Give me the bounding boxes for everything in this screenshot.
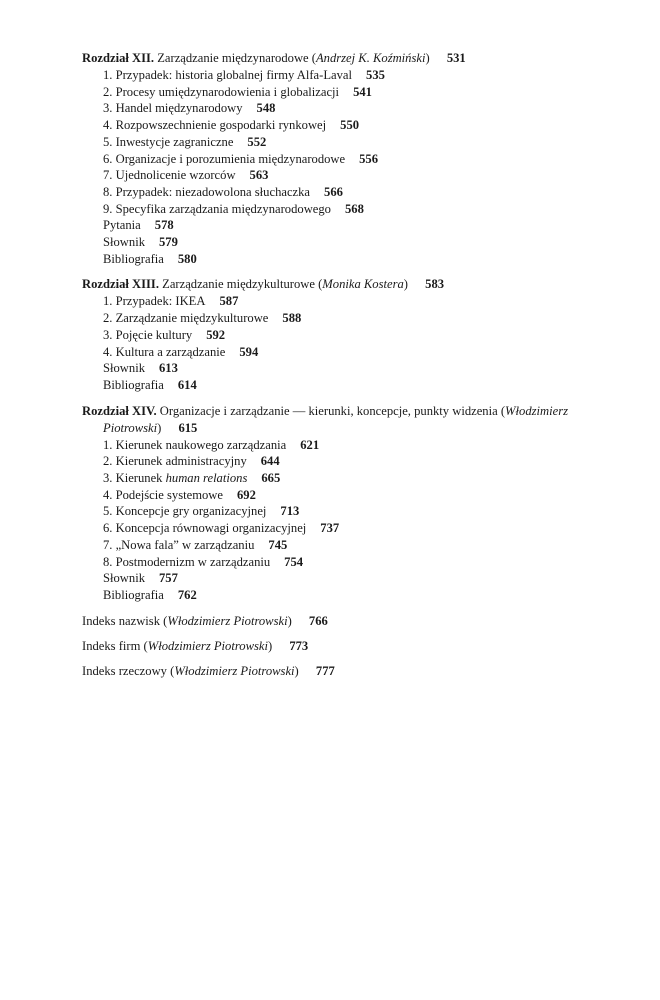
toc-entry [103, 201, 622, 218]
entry-page: 550 [340, 118, 360, 133]
chapter-title: Zarządzanie międzykulturowe [162, 277, 315, 292]
entry-page: 762 [177, 587, 197, 602]
entry-page: 594 [239, 344, 259, 359]
toc-entry [103, 184, 622, 201]
chapter-label: Rozdział XII. [82, 51, 155, 65]
entry-page: 621 [300, 437, 320, 452]
index-page: 773 [289, 638, 309, 653]
entry-page: 713 [280, 504, 300, 519]
entry-text: 4. Rozpowszechnienie gospodarki rynkowej [103, 118, 327, 133]
entry-page: 566 [324, 184, 343, 199]
entry-text: 3. Pojęcie kultury [103, 327, 193, 342]
toc-entry [103, 310, 622, 327]
entry-text: Bibliografia [103, 377, 164, 392]
index-page: 766 [308, 613, 328, 628]
toc-entry [103, 487, 622, 504]
entry-text: Bibliografia [103, 251, 164, 266]
chapter-heading-continued: Piotrowski) 615 [103, 420, 198, 435]
chapter-xii [82, 50, 622, 267]
chapter-heading: Rozdział XIII. Zarządzanie międzykulturowe (Monika Kostera) 583 [82, 277, 445, 292]
index-title: Indeks firm [82, 638, 141, 653]
entry-text: 4. Kultura a zarządzanie [103, 344, 226, 359]
toc-entry [103, 360, 622, 377]
entry-page: 592 [206, 327, 226, 342]
chapter-page: 583 [425, 277, 445, 292]
entry-text: Słownik [103, 235, 145, 250]
entry-page: 563 [249, 168, 269, 183]
toc-entry [103, 437, 622, 454]
entry-page: 613 [159, 361, 178, 376]
entry-text: 2. Procesy umiędzynarodowienia i globalizacji [103, 84, 340, 99]
entry-page: 692 [236, 487, 256, 502]
index-entry: Indeks firm (Włodzimierz Piotrowski) 773 [82, 638, 309, 653]
toc-entry [103, 377, 622, 394]
entry-text: 8. Przypadek: niezadowolona słuchaczka [103, 184, 311, 199]
entry-text: 7. Ujednolicenie wzorców [103, 168, 236, 183]
index-author: Włodzimierz Piotrowski [174, 663, 295, 678]
toc-entry [103, 554, 622, 571]
toc-entry [103, 327, 622, 344]
chapter-heading: Rozdział XIV. Organizacje i zarządzanie — kierunki, koncepcje, punkty widzenia (Włodzimierz [82, 403, 569, 418]
entry-text: 1. Przypadek: historia globalnej firmy Alfa-Laval [103, 68, 353, 82]
entry-page: 579 [159, 235, 178, 250]
entry-page: 587 [219, 294, 239, 309]
index-entry: Indeks nazwisk (Włodzimierz Piotrowski) 766 [82, 613, 328, 628]
chapter-page: 615 [178, 420, 198, 435]
toc-entry [103, 520, 622, 537]
toc-entry [103, 151, 622, 168]
chapter-author-last: Piotrowski [103, 420, 158, 435]
chapter-title: Organizacje i zarządzanie — kierunki, koncepcje, punkty widzenia [159, 403, 498, 418]
entry-page: 578 [154, 218, 174, 233]
toc-entry [103, 167, 622, 184]
chapter-heading: Rozdział XII. Zarządzanie międzynarodowe (Andrzej K. Koźmiński) 531 [82, 51, 466, 65]
entry-text: 3. Handel międzynarodowy [103, 101, 243, 116]
entry-text: 7. „Nowa fala” w zarządzaniu [103, 537, 255, 552]
chapter-author: Andrzej K. Koźmiński [315, 51, 426, 65]
toc-entry [103, 293, 622, 310]
entry-text: Słownik [103, 361, 145, 376]
toc-entry [103, 470, 622, 487]
toc-entry [103, 100, 622, 117]
index-title: Indeks rzeczowy [82, 663, 167, 678]
chapter-author-first: Włodzimierz [505, 403, 569, 418]
entry-text: 5. Koncepcje gry organizacyjnej [103, 504, 267, 519]
entry-page: 580 [177, 251, 197, 266]
entry-page: 754 [284, 554, 304, 569]
entry-page: 644 [260, 454, 280, 469]
chapter-entries [103, 293, 622, 393]
toc-entry [103, 117, 622, 134]
entry-text: 2. Zarządzanie międzykulturowe [103, 311, 269, 326]
entry-page: 745 [268, 537, 288, 552]
toc-entry [103, 344, 622, 361]
entry-page: 541 [353, 84, 372, 99]
entry-text: Słownik [103, 571, 145, 586]
entry-page: 614 [177, 377, 197, 392]
entry-text: 4. Podejście systemowe [103, 487, 223, 502]
entry-page: 588 [282, 311, 302, 326]
chapter-title: Zarządzanie międzynarodowe [157, 51, 309, 65]
entry-page: 737 [320, 521, 340, 536]
chapter-entries [103, 67, 622, 267]
entry-text: 9. Specyfika zarządzania międzynarodowego [103, 201, 331, 216]
index-page: 777 [315, 663, 335, 678]
entry-text: 2. Kierunek administracyjny [103, 454, 247, 469]
entry-text-italic: human relations [165, 471, 248, 486]
chapter-xiii [82, 276, 622, 393]
entry-page: 568 [344, 201, 364, 216]
entry-text: Bibliografia [103, 587, 164, 602]
entry-text: 6. Organizacje i porozumienia międzynarodowe [103, 151, 346, 166]
entry-text: Pytania [103, 218, 141, 233]
index-author: Włodzimierz Piotrowski [147, 638, 268, 653]
chapter-label: Rozdział XIV. [82, 403, 157, 418]
toc-entry [103, 67, 622, 84]
entry-text: 1. Kierunek naukowego zarządzania [103, 437, 287, 452]
toc-entry [103, 84, 622, 101]
entry-page: 548 [256, 101, 276, 116]
entry-page: 757 [159, 571, 178, 586]
toc-entry [103, 570, 622, 587]
entry-text: 6. Koncepcja równowagi organizacyjnej [103, 521, 307, 536]
index-author: Włodzimierz Piotrowski [167, 613, 288, 628]
toc-entry [103, 503, 622, 520]
entry-page: 665 [261, 471, 281, 486]
toc-entry [103, 217, 622, 234]
entry-page: 552 [247, 134, 267, 149]
entry-page: 535 [366, 68, 385, 82]
chapter-author: Monika Kostera [322, 277, 404, 292]
toc-entry [103, 134, 622, 151]
entry-text: 1. Przypadek: IKEA [103, 294, 206, 309]
chapter-xiv [82, 403, 622, 604]
toc-entry [103, 537, 622, 554]
toc-entry [103, 234, 622, 251]
toc-entry [103, 251, 622, 268]
index-title: Indeks nazwisk [82, 613, 160, 628]
chapter-label: Rozdział XIII. [82, 277, 159, 292]
toc-entry [103, 587, 622, 604]
chapter-page: 531 [446, 51, 466, 65]
table-of-contents [82, 50, 622, 688]
entry-text: 5. Inwestycje zagraniczne [103, 134, 234, 149]
entry-text: 3. Kierunek [103, 471, 166, 486]
index-entry: Indeks rzeczowy (Włodzimierz Piotrowski) 777 [82, 663, 335, 678]
toc-entry [103, 453, 622, 470]
chapter-entries [103, 437, 622, 604]
entry-page: 556 [359, 151, 378, 166]
entry-text: 8. Postmodernizm w zarządzaniu [103, 554, 271, 569]
